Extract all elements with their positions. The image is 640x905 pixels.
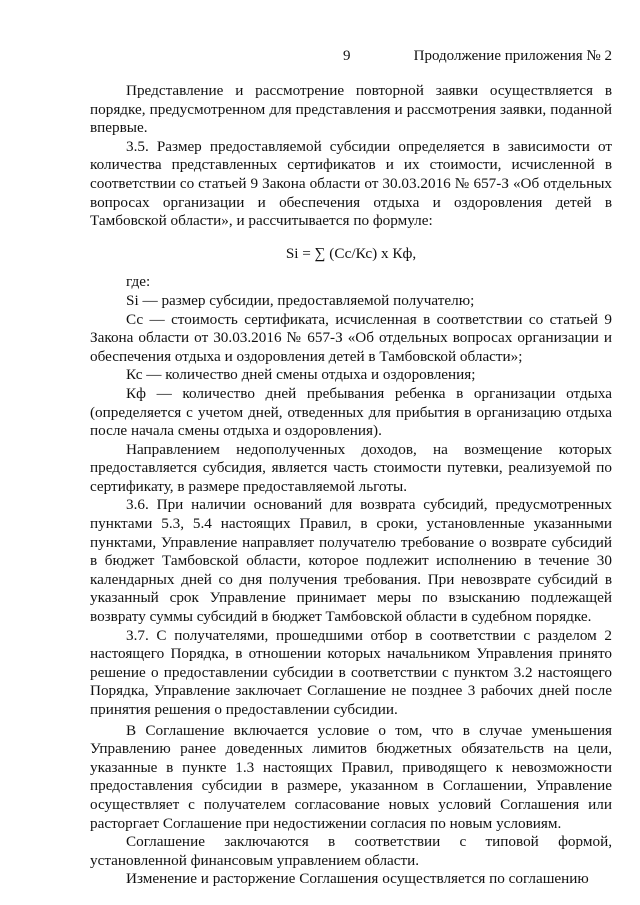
page-header	[90, 48, 612, 68]
running-title: Продолжение приложения № 2	[413, 48, 612, 64]
paragraph-3-7: 3.7. С получателями, прошедшими отбор в соответствии с разделом 2 настоящего Порядка, в отношении которых начальником Управления принято решение о предоставлении субсидии в соответствии с пунктом 3.2 настоящего Порядка, Управление заключает Соглашение не позднее 3 рабочих дней после принятия решения о предоставлении субсидии.	[90, 626, 612, 718]
page-number: 9	[343, 48, 351, 64]
formula: Si = ∑ (Сс/Кс) х Кф,	[285, 244, 417, 262]
document-body	[90, 82, 612, 889]
paragraph-3-5: 3.5. Размер предоставляемой субсидии определяется в зависимости от количества представленных сертификатов и их стоимости, исчисленной в соответствии со статьей 9 Закона области от 30.03.2016 № 657-З «Об отдельных вопросах организации и обеспечения отдыха и оздоровления детей в Тамбовской области», и рассчитывается по формуле:	[90, 137, 612, 230]
paragraph-3-6: 3.6. При наличии оснований для возврата субсидий, предусмотренных пунктами 5.3, 5.4 настоящих Правил, в сроки, установленные указанными пунктами, Управление направляет получателю требование о возврате субсидий в бюджет Тамбовской области, которое подлежит исполнению в течение 30 календарных дней со дня получения требования. При невозврате субсидий в указанный срок Управление принимает меры по взысканию подлежащей возврату суммы субсидий в бюджет Тамбовской области в судебном порядке.	[90, 496, 612, 626]
definition-cc: Сс — стоимость сертификата, исчисленная в соответствии со статьей 9 Закона области от 30.03.2016 № 657-З «Об отдельных вопросах организации и обеспечения отдыха и оздоровления детей в Тамбовской области»;	[90, 310, 612, 365]
paragraph-agreement-change: Изменение и расторжение Соглашения осуществляется по соглашению	[126, 870, 589, 888]
paragraph-lost-income: Направлением недополученных доходов, на возмещение которых предоставляется субсидия, является часть стоимости путевки, реализуемой по сертификату, в размере предоставляемой льготы.	[90, 440, 612, 495]
paragraph-repeat-application: Представление и рассмотрение повторной заявки осуществляется в порядке, предусмотренном для представления и рассмотрения заявки, поданной впервые.	[90, 82, 612, 137]
paragraph-agreement-form: Соглашение заключаются в соответствии с типовой формой, установленной финансовым управлением области.	[90, 833, 612, 869]
definition-si: Si — размер субсидии, предоставляемой получателю;	[126, 291, 475, 309]
paragraph-agreement-condition: В Соглашение включается условие о том, что в случае уменьшения Управлению ранее доведенных лимитов бюджетных обязательств на цели, указанные в пункте 1.3 настоящих Правил, приводящего к невозможности предоставления субсидии в размере, указанном в Соглашении, Управление осуществляет с получателем согласование новых условий Соглашения или расторгает Соглашение при недостижении согласия по новым условиям.	[90, 721, 612, 832]
definition-kc: Кс — количество дней смены отдыха и оздоровления;	[126, 366, 476, 384]
paragraph-where: где:	[126, 273, 151, 291]
definition-kf: Кф — количество дней пребывания ребенка в организации отдыха (определяется с учетом дней, отведенных для прибытия в организацию отдыха после начала смены отдыха и оздоровления).	[90, 384, 612, 440]
